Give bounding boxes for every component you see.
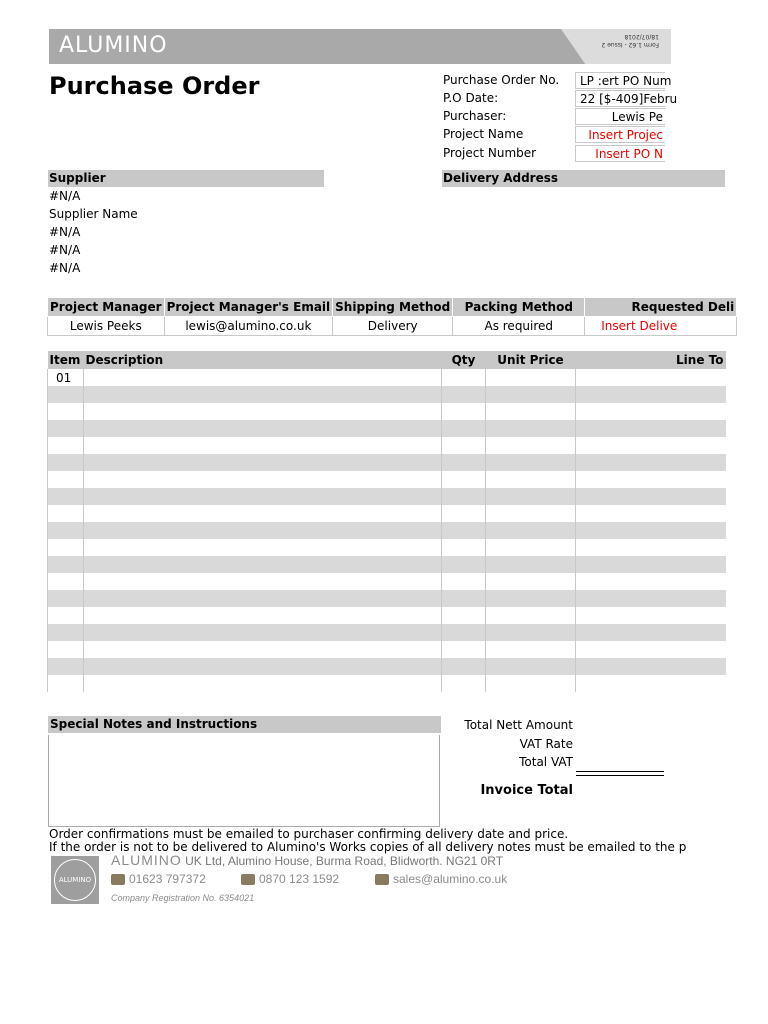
company-fax: 0870 123 1592 xyxy=(241,872,339,886)
special-notes-heading: Special Notes and Instructions xyxy=(48,716,441,733)
item-cell[interactable] xyxy=(576,454,726,471)
supplier-line: #N/A xyxy=(49,243,81,257)
item-cell[interactable] xyxy=(486,658,576,675)
project-table-header: Shipping Method xyxy=(333,298,453,317)
item-cell[interactable] xyxy=(442,471,486,488)
item-cell[interactable] xyxy=(48,437,84,454)
order-info-label: Project Number xyxy=(443,146,537,160)
item-cell[interactable] xyxy=(48,505,84,522)
item-cell[interactable] xyxy=(576,641,726,658)
order-info-label: Project Name xyxy=(443,127,524,141)
item-cell[interactable] xyxy=(442,420,486,437)
company-logo: ALUMINO xyxy=(51,856,99,904)
item-cell[interactable] xyxy=(486,420,576,437)
project-table xyxy=(47,297,737,336)
item-cell[interactable] xyxy=(576,607,726,624)
item-cell[interactable] xyxy=(486,624,576,641)
item-cell[interactable] xyxy=(576,624,726,641)
item-row xyxy=(48,437,726,454)
item-cell[interactable] xyxy=(486,471,576,488)
brand-name: ALUMINO xyxy=(59,33,168,58)
item-cell[interactable] xyxy=(48,658,84,675)
item-cell[interactable] xyxy=(576,658,726,675)
item-cell[interactable] xyxy=(576,386,726,403)
phone-icon xyxy=(111,874,125,885)
invoice-total-label: Invoice Total xyxy=(480,783,573,798)
item-row xyxy=(48,573,726,590)
company-footer xyxy=(49,848,664,908)
item-cell[interactable] xyxy=(48,624,84,641)
footer-note-2: If the order is not to be delivered to Alumino's Works copies of all delivery notes must be emailed to the p xyxy=(49,840,687,854)
item-cell[interactable] xyxy=(442,607,486,624)
item-cell[interactable] xyxy=(84,420,442,437)
item-row xyxy=(48,590,726,607)
item-cell[interactable] xyxy=(48,573,84,590)
project-table-header: Packing Method xyxy=(453,298,585,317)
item-cell[interactable] xyxy=(442,624,486,641)
item-cell[interactable] xyxy=(486,386,576,403)
item-cell[interactable] xyxy=(442,539,486,556)
project-table-header: Project Manager xyxy=(48,298,165,317)
item-cell[interactable] xyxy=(442,641,486,658)
item-row xyxy=(48,556,726,573)
item-cell[interactable] xyxy=(442,556,486,573)
item-cell[interactable] xyxy=(84,403,442,420)
order-info-value[interactable]: Insert Projec xyxy=(575,126,665,143)
item-cell[interactable] xyxy=(486,675,576,692)
item-cell[interactable] xyxy=(486,590,576,607)
item-cell[interactable] xyxy=(48,420,84,437)
order-info-label: Purchaser: xyxy=(443,109,507,123)
item-cell[interactable] xyxy=(486,437,576,454)
item-cell[interactable] xyxy=(576,420,726,437)
item-cell[interactable] xyxy=(442,522,486,539)
item-cell[interactable] xyxy=(576,403,726,420)
item-cell[interactable] xyxy=(442,488,486,505)
items-table xyxy=(47,351,726,692)
project-table-cell[interactable]: lewis@alumino.co.uk xyxy=(164,317,333,336)
supplier-heading: Supplier xyxy=(48,170,324,187)
total-nett-label: Total Nett Amount xyxy=(464,718,573,732)
item-cell[interactable] xyxy=(576,488,726,505)
items-table-header: Unit Price xyxy=(486,351,576,369)
item-row xyxy=(48,658,726,675)
item-cell[interactable] xyxy=(486,573,576,590)
item-cell[interactable] xyxy=(486,539,576,556)
project-table-header: Requested Deli xyxy=(585,298,737,317)
item-cell[interactable] xyxy=(442,573,486,590)
item-cell[interactable] xyxy=(48,403,84,420)
project-table-cell[interactable]: Insert Delive xyxy=(585,317,737,336)
item-cell[interactable] xyxy=(48,607,84,624)
order-info-label: Purchase Order No. xyxy=(443,73,560,87)
item-row xyxy=(48,522,726,539)
page-title: Purchase Order xyxy=(49,72,260,100)
total-vat-label: Total VAT xyxy=(519,755,573,769)
item-cell[interactable] xyxy=(48,454,84,471)
item-cell[interactable] xyxy=(486,454,576,471)
item-cell[interactable] xyxy=(486,522,576,539)
item-cell[interactable] xyxy=(48,539,84,556)
order-info-value[interactable]: 22 [$-409]Febru xyxy=(575,90,665,107)
item-cell[interactable] xyxy=(576,573,726,590)
item-cell[interactable] xyxy=(84,488,442,505)
item-cell[interactable] xyxy=(48,590,84,607)
item-cell[interactable] xyxy=(576,369,726,386)
supplier-line: #N/A xyxy=(49,189,81,203)
item-cell[interactable] xyxy=(442,454,486,471)
items-table-header: Description xyxy=(84,351,442,369)
item-cell[interactable] xyxy=(84,522,442,539)
item-cell[interactable] xyxy=(84,386,442,403)
item-cell[interactable] xyxy=(84,624,442,641)
item-cell[interactable] xyxy=(442,590,486,607)
fax-icon xyxy=(241,874,255,885)
item-cell[interactable] xyxy=(576,556,726,573)
item-cell[interactable] xyxy=(576,522,726,539)
item-cell[interactable] xyxy=(442,403,486,420)
item-cell[interactable] xyxy=(48,556,84,573)
supplier-line: #N/A xyxy=(49,261,81,275)
email-icon xyxy=(375,874,389,885)
item-row xyxy=(48,403,726,420)
item-cell[interactable] xyxy=(48,488,84,505)
items-table-header: Item xyxy=(48,351,84,369)
item-cell[interactable] xyxy=(48,641,84,658)
item-cell[interactable] xyxy=(576,675,726,692)
item-row xyxy=(48,488,726,505)
item-cell[interactable] xyxy=(84,454,442,471)
supplier-line: #N/A xyxy=(49,225,81,239)
item-cell[interactable] xyxy=(84,437,442,454)
item-cell[interactable] xyxy=(84,539,442,556)
delivery-address-heading: Delivery Address xyxy=(442,170,725,187)
item-cell[interactable] xyxy=(48,522,84,539)
item-cell[interactable] xyxy=(48,471,84,488)
item-row xyxy=(48,624,726,641)
item-cell[interactable] xyxy=(442,505,486,522)
company-phone: 01623 797372 xyxy=(111,872,206,886)
item-cell[interactable] xyxy=(486,403,576,420)
items-table-header: Line To xyxy=(576,351,726,369)
form-reference: Form 1.62 - Issue 2 18/07/2018 xyxy=(601,33,659,48)
order-info-value[interactable]: Insert PO N xyxy=(575,145,665,162)
item-cell[interactable] xyxy=(486,556,576,573)
item-cell[interactable] xyxy=(442,369,486,386)
item-row xyxy=(48,454,726,471)
order-info-label: P.O Date: xyxy=(443,91,499,105)
item-cell[interactable] xyxy=(576,539,726,556)
order-info-value[interactable]: Lewis Pe xyxy=(575,108,665,125)
item-row xyxy=(48,471,726,488)
item-cell[interactable] xyxy=(84,658,442,675)
item-row xyxy=(48,539,726,556)
total-underline xyxy=(576,771,664,776)
project-table-cell[interactable]: Delivery xyxy=(333,317,453,336)
items-table-header: Qty xyxy=(442,351,486,369)
item-cell[interactable] xyxy=(84,590,442,607)
item-cell[interactable] xyxy=(486,641,576,658)
item-row xyxy=(48,607,726,624)
item-cell[interactable]: 01 xyxy=(48,369,84,386)
item-row xyxy=(48,675,726,692)
item-cell[interactable] xyxy=(84,505,442,522)
company-address: ALUMINO UK Ltd, Alumino House, Burma Road, Blidworth. NG21 0RT xyxy=(111,852,504,868)
project-table-header: Project Manager's Email xyxy=(164,298,333,317)
header-banner xyxy=(49,29,664,64)
item-cell[interactable] xyxy=(48,675,84,692)
item-cell[interactable] xyxy=(486,369,576,386)
company-email: sales@alumino.co.uk xyxy=(375,872,507,886)
item-cell[interactable] xyxy=(486,505,576,522)
item-row xyxy=(48,641,726,658)
item-cell[interactable] xyxy=(442,675,486,692)
item-cell[interactable] xyxy=(576,590,726,607)
item-row xyxy=(48,420,726,437)
item-cell[interactable] xyxy=(486,607,576,624)
item-cell[interactable] xyxy=(576,437,726,454)
item-cell[interactable] xyxy=(48,386,84,403)
footer-note-1: Order confirmations must be emailed to purchaser confirming delivery date and price. xyxy=(49,827,569,841)
project-table-cell[interactable]: Lewis Peeks xyxy=(48,317,165,336)
order-info-value[interactable]: LP :ert PO Num xyxy=(575,72,665,89)
item-cell[interactable] xyxy=(442,437,486,454)
item-cell[interactable] xyxy=(84,573,442,590)
item-cell[interactable] xyxy=(84,471,442,488)
vat-rate-label: VAT Rate xyxy=(519,737,573,751)
item-cell[interactable] xyxy=(84,675,442,692)
project-table-cell[interactable]: As required xyxy=(453,317,585,336)
item-row xyxy=(48,369,726,386)
supplier-line: Supplier Name xyxy=(49,207,138,221)
item-cell[interactable] xyxy=(84,369,442,386)
item-cell[interactable] xyxy=(84,556,442,573)
item-cell[interactable] xyxy=(576,471,726,488)
item-cell[interactable] xyxy=(442,386,486,403)
item-cell[interactable] xyxy=(84,641,442,658)
item-cell[interactable] xyxy=(442,658,486,675)
item-cell[interactable] xyxy=(84,607,442,624)
item-cell[interactable] xyxy=(486,488,576,505)
footer-notes xyxy=(49,827,687,854)
item-cell[interactable] xyxy=(576,505,726,522)
item-row xyxy=(48,505,726,522)
company-registration: Company Registration No. 6354021 xyxy=(111,893,255,903)
item-row xyxy=(48,386,726,403)
